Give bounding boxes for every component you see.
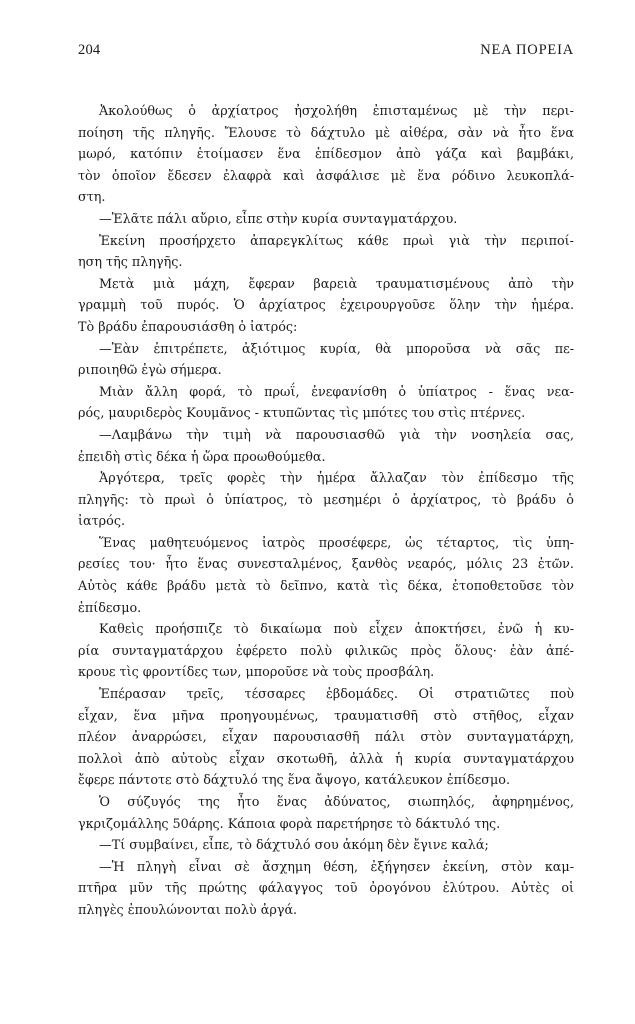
running-head <box>78 42 574 62</box>
text-line: —Ἐλᾶτε πάλι αὔριο, εἶπε στὴν κυρία συνταγματάρχου. <box>99 211 458 227</box>
text-line: Μετὰ μιὰ μάχη, ἔφεραν βαρειὰ τραυματισμένους ἀπὸ τὴν <box>99 276 574 292</box>
text-line: ρεσίες του· ἦτο ἕνας συνεσταλμένος, ξανθὸς νεαρός, μόλις 23 ἐτῶν. <box>78 557 574 573</box>
page-number: 204 <box>78 42 101 58</box>
text-line: ποίηση τῆς πληγῆς. Ἔλουσε τὸ δάχτυλο μὲ αἰθέρα, σὰν νὰ ἦτο ἕνα <box>78 125 574 141</box>
text-line: γκριζομάλλης 50άρης. Κάποια φορὰ παρετήρησε τὸ δάκτυλό της. <box>78 816 501 832</box>
text-line: πληγῆς: τὸ πρωὶ ὁ ὑπίατρος, τὸ μεσημέρι ὁ ἀρχίατρος, τὸ βράδυ ὁ <box>78 492 574 508</box>
text-line: ηση τῆς πληγῆς. <box>78 255 183 271</box>
text-line: Τὸ βράδυ ἐπαρουσιάσθη ὁ ἰατρός: <box>78 319 298 335</box>
text-line: πτῆρα μῦν τῆς πρώτης φάλαγγος τοῦ ὀρογόνου ἐλύτρου. Αὐτὲς οἱ <box>78 881 574 897</box>
text-line: στη. <box>78 190 106 206</box>
book-title: ΝΕΑ ΠΟΡΕΙΑ <box>480 42 574 58</box>
text-line: —Ἐὰν ἐπιτρέπετε, ἀξιότιμος κυρία, θὰ μποροῦσα νὰ σᾶς πε- <box>99 341 574 357</box>
text-line: ἔφερε πάντοτε στὸ δάχτυλό της ἕνα ἄψογο, κατάλευκον ἐπίδεσμο. <box>78 773 510 789</box>
text-line: ἐπειδὴ στὶς δέκα ἡ ὥρα προωθούμεθα. <box>78 449 326 465</box>
text-line: πλέον ἀναρρώσει, εἶχαν παρουσιασθῆ πάλι στὸν συνταγματάρχη, <box>78 730 574 746</box>
text-line: Αὐτὸς κάθε βράδυ μετὰ τὸ δεῖπνο, κατὰ τὶς δέκα, ἐτοποθετοῦσε τὸν <box>78 579 574 595</box>
text-line: τὸν ὁποῖον ἔδεσεν ἐλαφρὰ καὶ ἀσφάλισε μὲ ἕνα ρόδινο λευκοπλά- <box>78 168 574 184</box>
text-line: Ἕνας μαθητευόμενος ἰατρὸς προσέφερε, ὡς τέταρτος, τὶς ὑπη- <box>99 535 574 551</box>
text-line: ρός, μαυριδερὸς Κουμᾶνος - κτυπῶντας τὶς μπότες του στὶς πτέρνες. <box>78 406 526 422</box>
text-line: Ὁ σύζυγός της ἦτο ἕνας ἀδύνατος, σιωπηλός, ἀφηρημένος, <box>99 795 574 810</box>
text-line: ἰατρός. <box>78 514 126 530</box>
text-line: Ἐκείνη προσήρχετο ἀπαρεγκλίτως κάθε πρωὶ γιὰ τὴν περιποί- <box>99 233 574 249</box>
text-line: Ἀκολούθως ὁ ἀρχίατρος ἠσχολήθη ἐπισταμένως μὲ τὴν περι- <box>99 104 574 119</box>
text-line: πληγὲς ἐπουλώνονται πολὺ ἀργά. <box>78 902 298 918</box>
text-line: —Τί συμβαίνει, εἶπε, τὸ δάχτυλό σου ἀκόμη δὲν ἔγινε καλά; <box>99 838 489 854</box>
text-line: Ἀργότερα, τρεῖς φορὲς τὴν ἡμέρα ἄλλαζαν τὸν ἐπίδεσμο τῆς <box>99 471 574 487</box>
text-line: Μιὰν ἄλλη φορά, τὸ πρωΐ, ἐνεφανίσθη ὁ ὑπίατρος - ἕνας νεα- <box>99 384 574 400</box>
text-line: εἶχαν, ἕνα μῆνα προηγουμένως, τραυματισθῆ στὸ στῆθος, εἶχαν <box>78 708 574 724</box>
text-line: —Λαμβάνω τὴν τιμὴ νὰ παρουσιασθῶ γιὰ τὴν νοσηλεία σας, <box>99 427 574 443</box>
text-line: —Ἡ πληγὴ εἶναι σὲ ἄσχημη θέση, ἐξήγησεν ἐκείνη, στὸν καμ- <box>99 859 574 875</box>
text-line: πολλοὶ ἀπὸ αὐτοὺς εἶχαν σκοτωθῆ, ἀλλὰ ἡ κυρία συνταγματάρχου <box>78 751 574 767</box>
text-line: ριποιηθῶ ἐγὼ σήμερα. <box>78 363 222 379</box>
text-line: ρία συνταγματάρχου ἐφέρετο πολὺ φιλικῶς πρὸς ὅλους· ἐὰν ἀπέ- <box>78 643 574 659</box>
body-text <box>78 101 574 922</box>
text-line: ἐπίδεσμο. <box>78 600 142 616</box>
text-line: μωρό, κατόπιν ἑτοίμασεν ἕνα ἐπίδεσμον ἀπὸ γάζα καὶ βαμβάκι, <box>78 147 574 163</box>
text-line: Καθεὶς προήσπιζε τὸ δικαίωμα ποὺ εἶχεν ἀποκτήσει, ἐνῶ ἡ κυ- <box>99 622 574 638</box>
text-line: Ἐπέρασαν τρεῖς, τέσσαρες ἑβδομάδες. Οἱ στρατιῶτες ποὺ <box>99 687 574 703</box>
text-line: κρουε τὶς φροντίδες των, μποροῦσε νὰ τοὺς προσβάλη. <box>78 665 435 681</box>
text-line: γραμμὴ τοῦ πυρός. Ὁ ἀρχίατρος ἐχειρουργοῦσε ὅλην τὴν ἡμέρα. <box>78 298 574 314</box>
